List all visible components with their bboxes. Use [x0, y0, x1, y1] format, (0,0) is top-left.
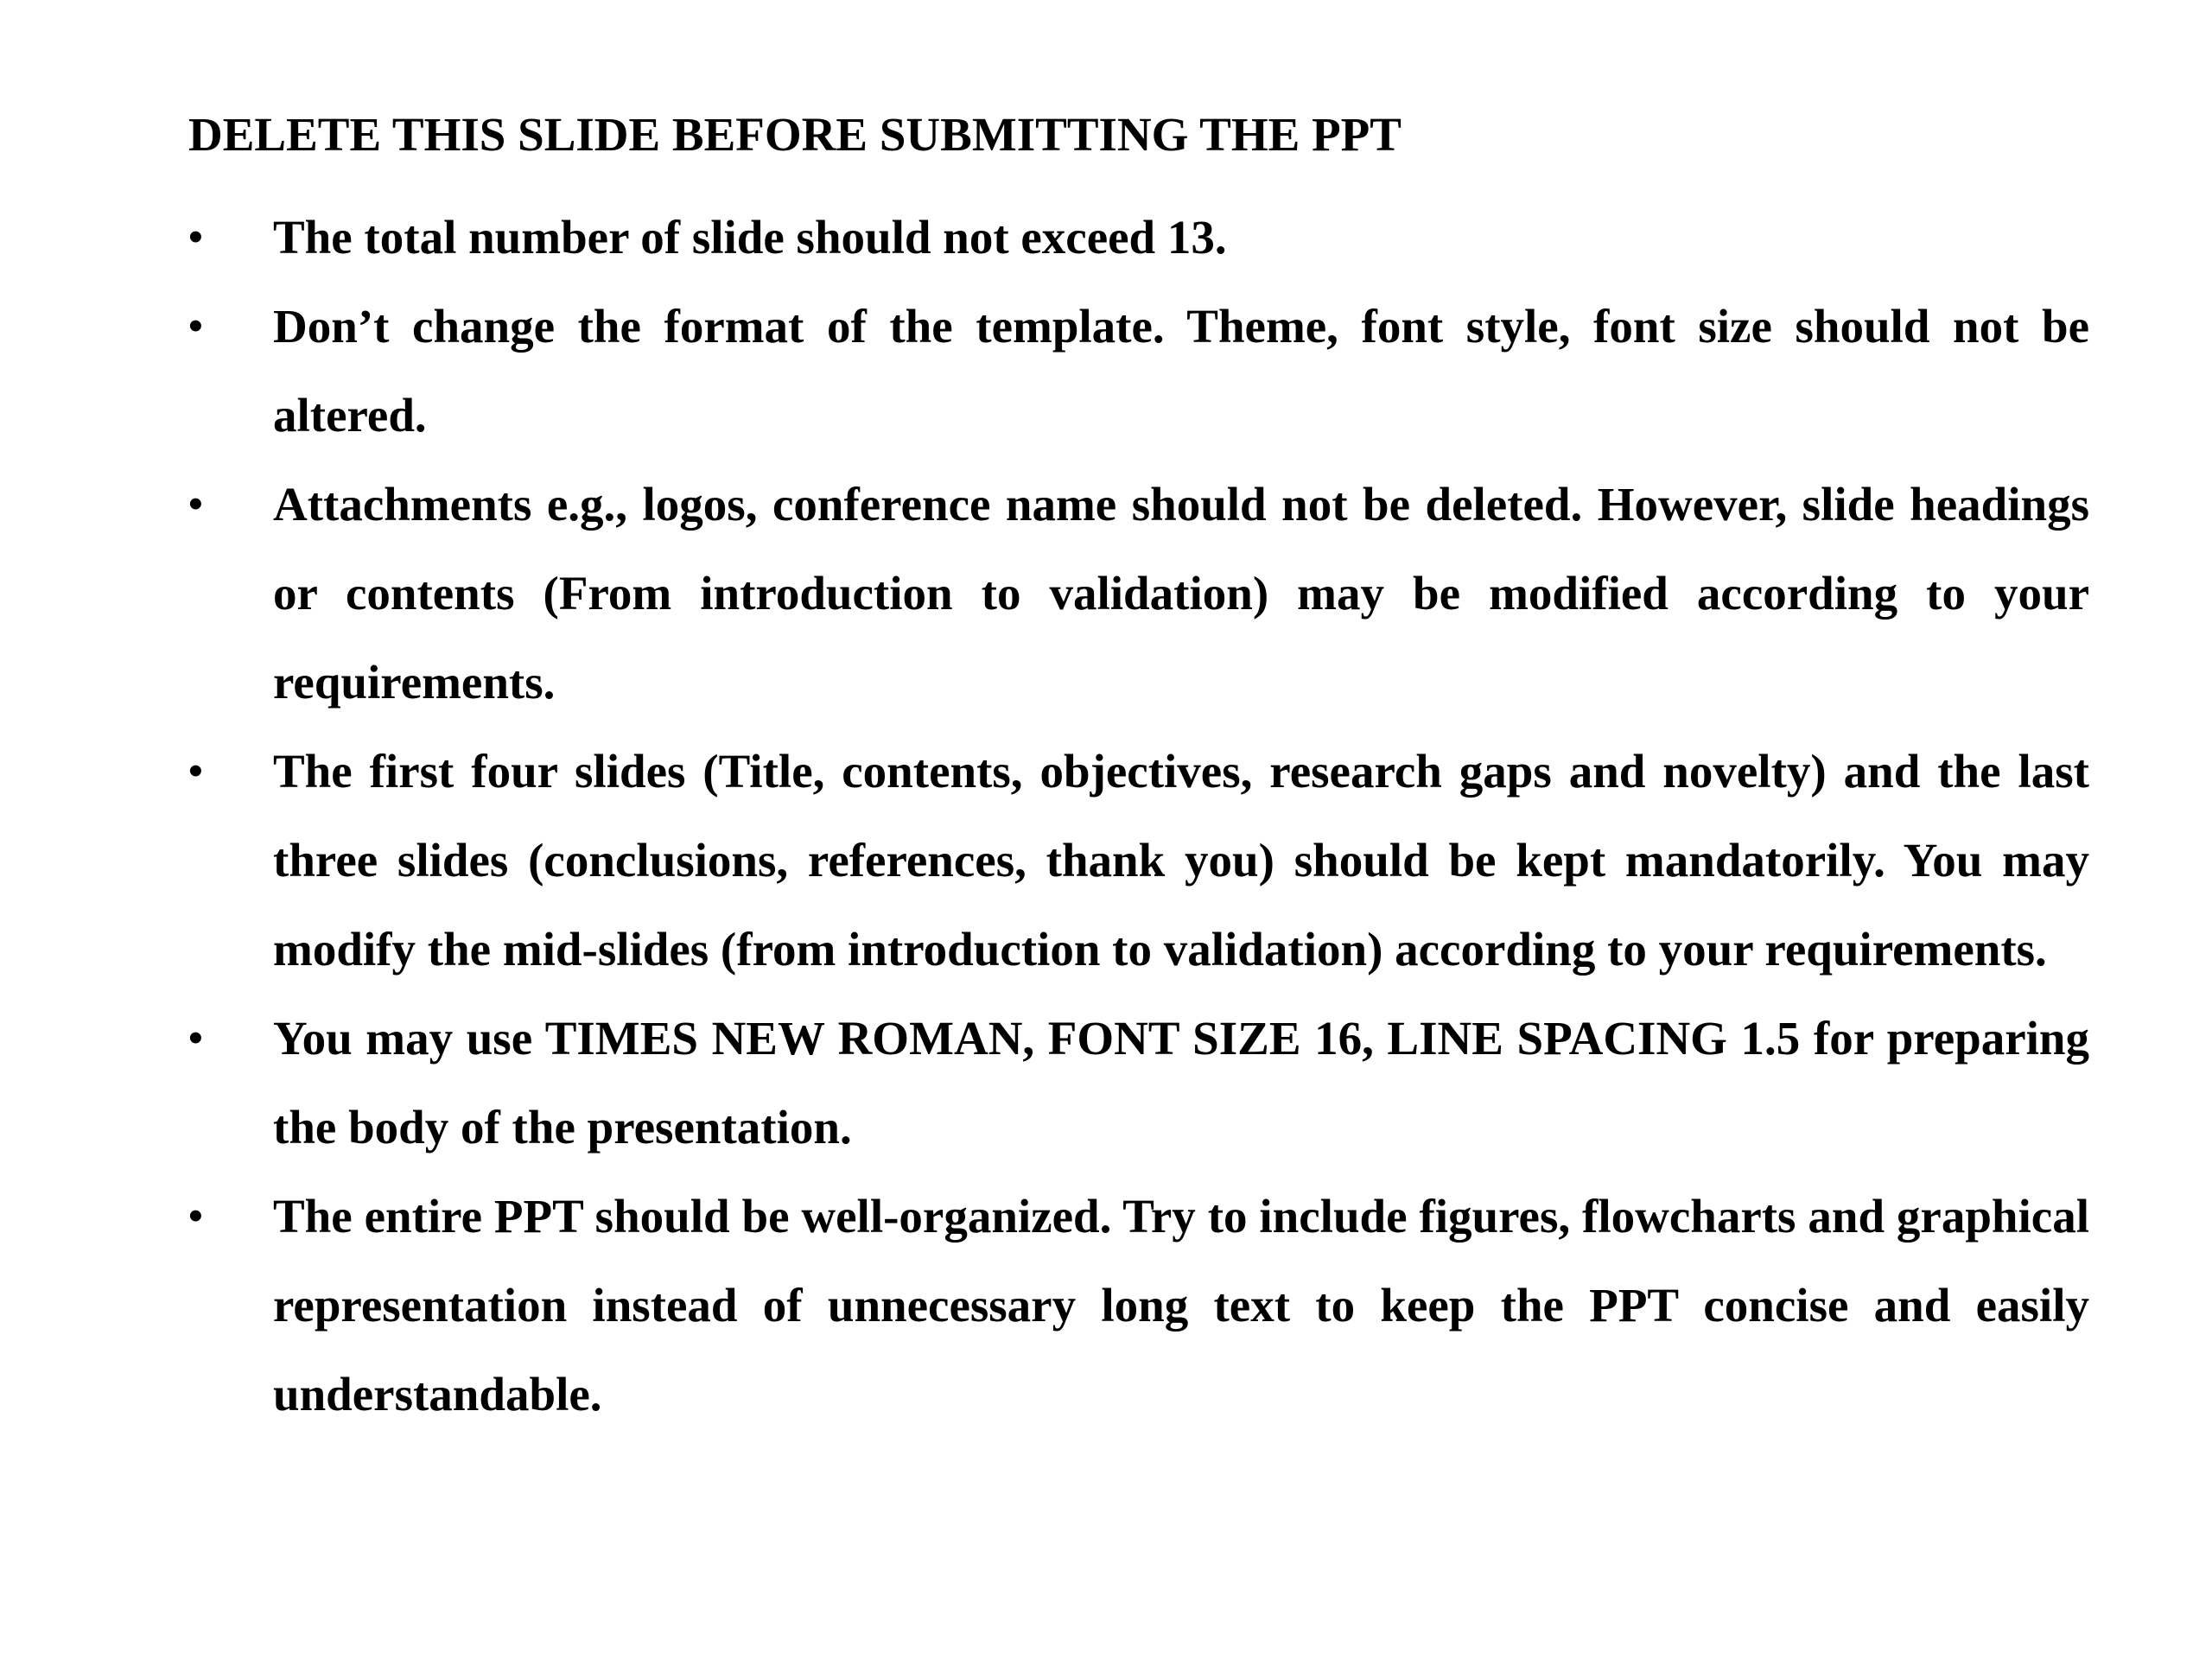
- bullet-item-6: [188, 1172, 2089, 1439]
- bullet-item-5: [188, 994, 2089, 1172]
- bullet-item-1: [188, 193, 2089, 282]
- bullet-icon: •: [188, 303, 203, 349]
- bullet-item-2: [188, 282, 2089, 460]
- bullet-icon: •: [188, 748, 203, 794]
- bullet-text: Attachments e.g., logos, conference name should not be deleted. However, slide headings or contents (From introduction to validation) may be modified according to your requirements.: [273, 478, 2089, 709]
- bullet-icon: •: [188, 214, 203, 260]
- bullet-text: Don’t change the format of the template. Theme, font style, font size should not be altered.: [273, 300, 2089, 442]
- bullet-text: You may use TIMES NEW ROMAN, FONT SIZE 16, LINE SPACING 1.5 for preparing the body of the presentation.: [273, 1012, 2089, 1154]
- bullet-icon: •: [188, 481, 203, 527]
- bullet-text: The entire PPT should be well-organized. Try to include figures, flowcharts and graphical representation instead of unnecessary long text to keep the PPT concise and easily understandable.: [273, 1190, 2089, 1421]
- bullet-text: The total number of slide should not exceed 13.: [273, 211, 1227, 264]
- slide-heading: DELETE THIS SLIDE BEFORE SUBMITTING THE PPT: [188, 108, 1402, 161]
- bullet-text: The first four slides (Title, contents, objectives, research gaps and novelty) and the last three slides (conclusions, references, thank you) should be kept mandatorily. You may modify the mid-slides (from introduction to validation) according to your requirements.: [273, 745, 2089, 976]
- bullet-item-3: [188, 460, 2089, 727]
- slide-content: [188, 105, 2089, 1439]
- bullet-item-4: [188, 727, 2089, 994]
- bullet-icon: •: [188, 1193, 203, 1239]
- bullet-icon: •: [188, 1015, 203, 1061]
- bullet-list: [188, 193, 2089, 1439]
